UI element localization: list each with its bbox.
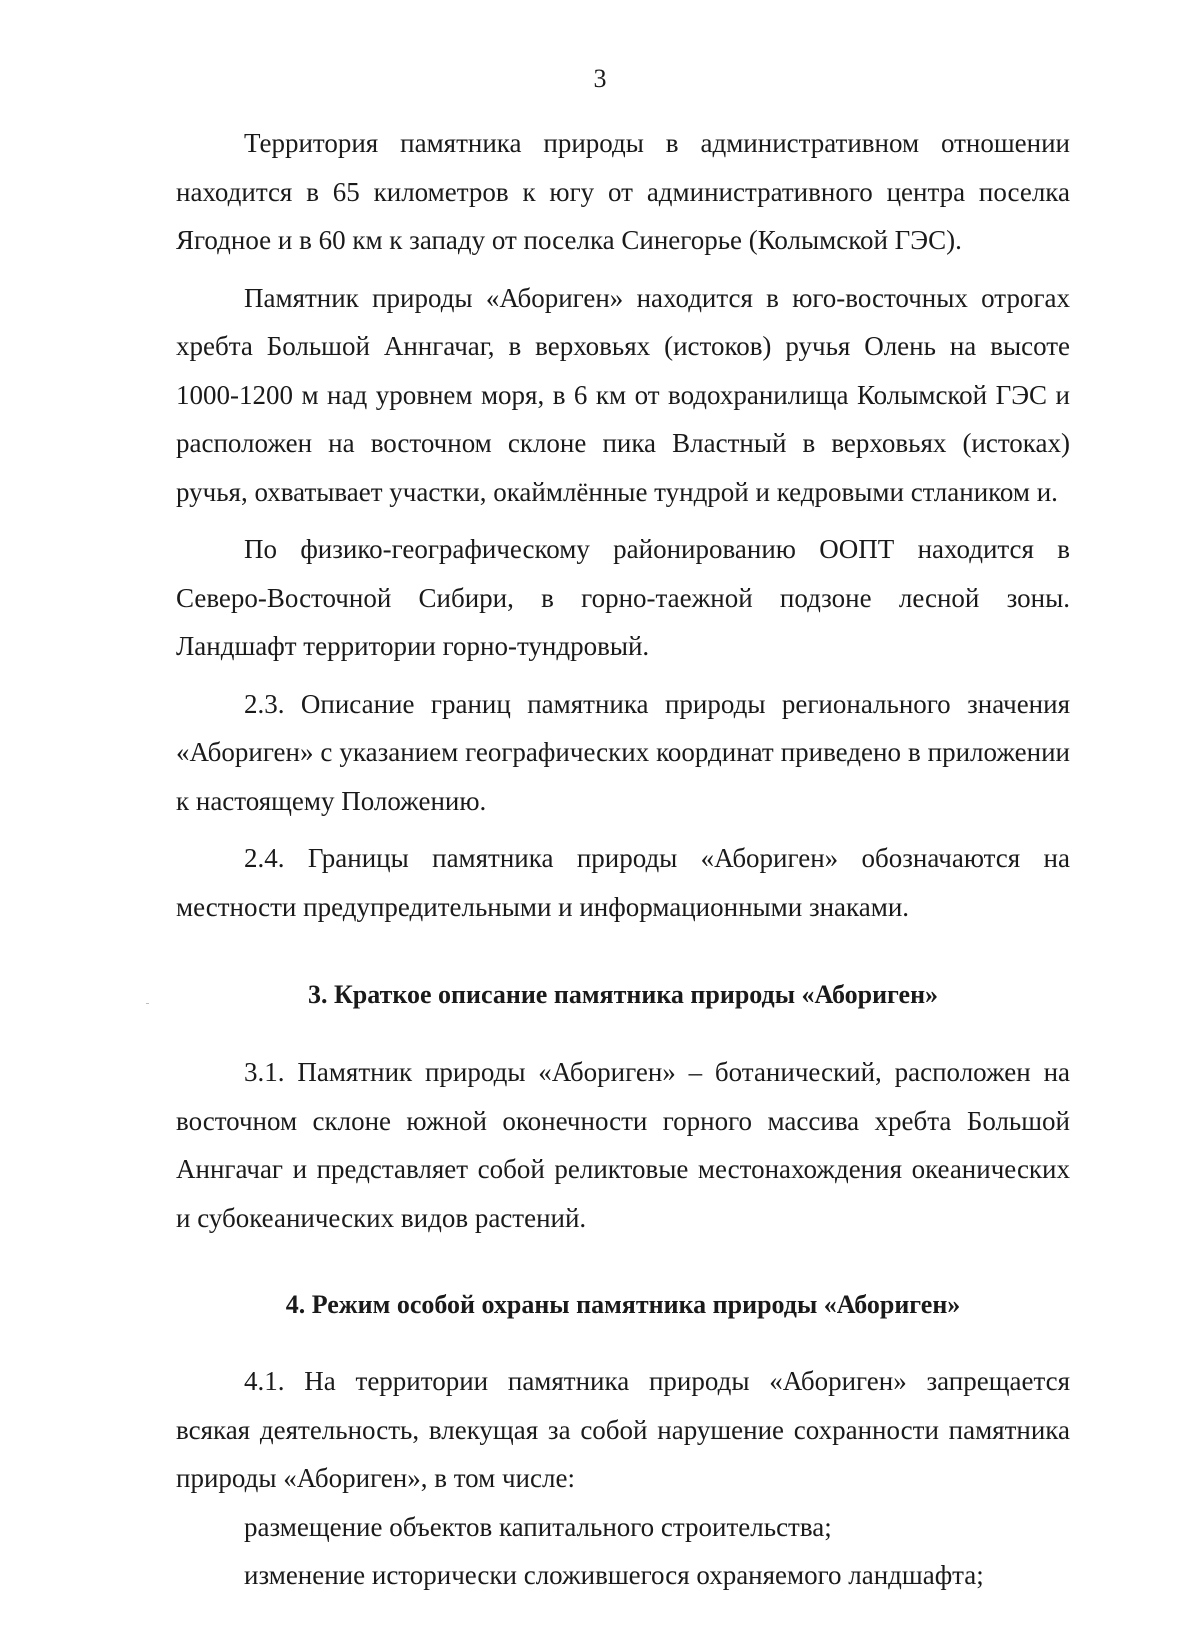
scan-mark — [146, 1003, 149, 1004]
paragraph-physiographic-zoning: По физико-географическому районированию ООПТ находится в Северо-Восточной Сибири, в горно-таежной подзоне лесной зоны. Ландшафт территории горно-тундровый. — [176, 534, 1070, 661]
page-body — [176, 119, 1070, 1600]
paragraph-2-4-boundary-signs: 2.4. Границы памятника природы «Абориген» обозначаются на местности предупредительными и информационными знаками. — [176, 843, 1070, 922]
section-4-heading: 4. Режим особой охраны памятника природы «Абориген» — [285, 1290, 961, 1319]
list-item-prohibition: размещение объектов капитального строительства; — [244, 1511, 832, 1542]
paragraph-2-3-boundaries: 2.3. Описание границ памятника природы регионального значения «Абориген» с указанием географических координат приведено в приложении к настоящему Положению. — [176, 688, 1070, 816]
page-number: 3 — [593, 64, 607, 93]
paragraph-3-1-description: 3.1. Памятник природы «Абориген» – ботанический, расположен на восточном склоне южной оконечности горного массива хребта Большой Аннгачаг и представляет собой реликтовые местонахождения океанических и субокеанических видов растений. — [176, 1057, 1070, 1233]
paragraph-monument-location: Памятник природы «Абориген» находится в юго-восточных отрогах хребта Большой Аннгачаг, в верховьях (истоков) ручья Олень на высоте 1000-1200 м над уровнем моря, в 6 км от водохранилища Колымской ГЭС и расположен на восточном склоне пика Властный в верховьях (истоках) ручья, охватывает участки, окаймлённые тундрой и кедровыми стлаником и. — [176, 282, 1070, 507]
section-3-heading: 3. Краткое описание памятника природы «Абориген» — [307, 980, 939, 1009]
paragraph-4-1-prohibitions: 4.1. На территории памятника природы «Абориген» запрещается всякая деятельность, влекущая за собой нарушение сохранности памятника природы «Абориген», в том числе: — [176, 1366, 1070, 1493]
list-item-prohibition: изменение исторически сложившегося охраняемого ландшафта; — [244, 1560, 984, 1590]
paragraph-territory-location: Территория памятника природы в административном отношении находится в 65 километров к югу от административного центра поселка Ягодное и в 60 км к западу от поселка Синегорье (Колымской ГЭС). — [176, 128, 1070, 255]
